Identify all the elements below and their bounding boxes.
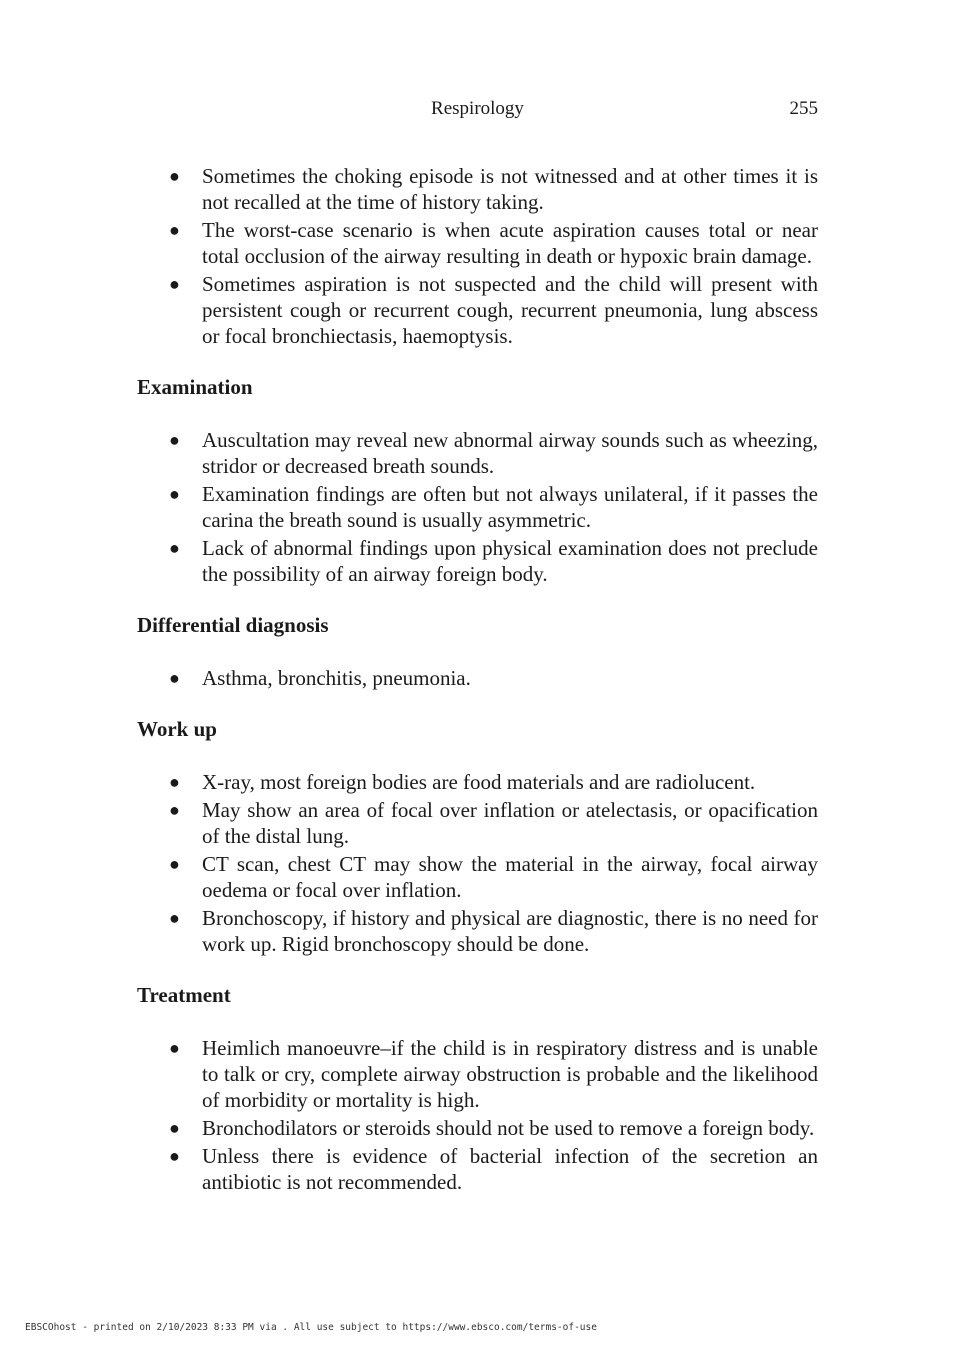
bullet-icon: ● bbox=[169, 484, 180, 504]
bullet-icon: ● bbox=[169, 1118, 180, 1138]
section-heading-treatment: Treatment bbox=[137, 983, 231, 1007]
bullet-icon: ● bbox=[169, 1038, 180, 1058]
list-item bbox=[137, 1115, 818, 1141]
differential-bullet-list bbox=[137, 665, 818, 691]
list-item bbox=[137, 905, 818, 957]
bullet-icon: ● bbox=[169, 908, 180, 928]
bullet-icon: ● bbox=[169, 274, 180, 294]
list-item-text: Sometimes aspiration is not suspected and the child will present with persistent cough or recurrent cough, recurrent pneumonia, lung abscess or focal bronchiectasis, haemoptysis. bbox=[202, 272, 818, 348]
list-item bbox=[137, 1035, 818, 1113]
list-item bbox=[137, 665, 818, 691]
section-heading-examination: Examination bbox=[137, 375, 253, 399]
list-item-text: Auscultation may reveal new abnormal airway sounds such as wheezing, stridor or decreased breath sounds. bbox=[202, 428, 818, 478]
examination-bullet-list bbox=[137, 427, 818, 587]
list-item bbox=[137, 427, 818, 479]
list-item-text: Bronchoscopy, if history and physical are diagnostic, there is no need for work up. Rigid bronchoscopy should be done. bbox=[202, 906, 818, 956]
list-item-text: The worst-case scenario is when acute aspiration causes total or near total occlusion of the airway resulting in death or hypoxic brain damage. bbox=[202, 218, 818, 268]
list-item bbox=[137, 1143, 818, 1195]
list-item-text: X-ray, most foreign bodies are food materials and are radiolucent. bbox=[202, 770, 756, 794]
list-item-text: Unless there is evidence of bacterial infection of the secretion an antibiotic is not recommended. bbox=[202, 1144, 818, 1194]
treatment-bullet-list bbox=[137, 1035, 818, 1195]
running-header-title: Respirology bbox=[431, 98, 524, 119]
bullet-icon: ● bbox=[169, 220, 180, 240]
workup-bullet-list bbox=[137, 769, 818, 957]
list-item-text: Asthma, bronchitis, pneumonia. bbox=[202, 666, 471, 690]
bullet-icon: ● bbox=[169, 430, 180, 450]
list-item bbox=[137, 217, 818, 269]
section-heading-work-up: Work up bbox=[137, 717, 217, 741]
list-item-text: Heimlich manoeuvre–if the child is in respiratory distress and is unable to talk or cry, complete airway obstruction is probable and the likelihood of morbidity or mortality is high. bbox=[202, 1036, 818, 1112]
intro-bullet-list bbox=[137, 163, 818, 349]
list-item bbox=[137, 797, 818, 849]
list-item bbox=[137, 535, 818, 587]
list-item-text: May show an area of focal over inflation or atelectasis, or opacification of the distal lung. bbox=[202, 798, 818, 848]
list-item bbox=[137, 851, 818, 903]
bullet-icon: ● bbox=[169, 772, 180, 792]
page-content bbox=[137, 163, 818, 1197]
list-item bbox=[137, 271, 818, 349]
list-item-text: Sometimes the choking episode is not witnessed and at other times it is not recalled at the time of history taking. bbox=[202, 164, 818, 214]
list-item bbox=[137, 163, 818, 215]
list-item-text: CT scan, chest CT may show the material in the airway, focal airway oedema or focal over inflation. bbox=[202, 852, 818, 902]
list-item-text: Examination findings are often but not always unilateral, if it passes the carina the breath sound is usually asymmetric. bbox=[202, 482, 818, 532]
bullet-icon: ● bbox=[169, 538, 180, 558]
list-item-text: Lack of abnormal findings upon physical examination does not preclude the possibility of an airway foreign body. bbox=[202, 536, 818, 586]
bullet-icon: ● bbox=[169, 854, 180, 874]
bullet-icon: ● bbox=[169, 166, 180, 186]
running-header bbox=[137, 96, 818, 122]
list-item-text: Bronchodilators or steroids should not be used to remove a foreign body. bbox=[202, 1116, 815, 1140]
print-footer: EBSCOhost - printed on 2/10/2023 8:33 PM via . All use subject to https://www.ebsco.com/terms-of-use bbox=[25, 1322, 597, 1333]
bullet-icon: ● bbox=[169, 668, 180, 688]
bullet-icon: ● bbox=[169, 1146, 180, 1166]
section-heading-differential-diagnosis: Differential diagnosis bbox=[137, 613, 329, 637]
page-number: 255 bbox=[789, 98, 818, 119]
bullet-icon: ● bbox=[169, 800, 180, 820]
list-item bbox=[137, 481, 818, 533]
list-item bbox=[137, 769, 818, 795]
